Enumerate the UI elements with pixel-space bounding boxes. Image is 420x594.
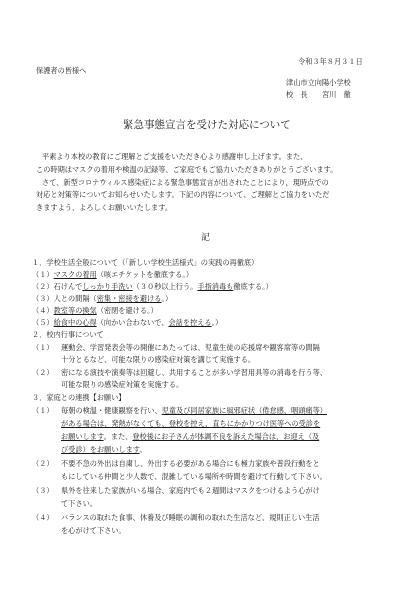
emphasis-text: 教室等の換気: [53, 306, 97, 315]
page-title: 緊急事態宣言を受けた対応について: [123, 119, 291, 131]
item-number: （１）: [32, 270, 54, 279]
item-text: 。）: [161, 294, 173, 303]
item-text: 。: [139, 445, 147, 454]
item-text: [61, 445, 147, 454]
intro-line: 平素より本校の教育にご理解とご支援をいただき心より感謝申し上げます。また、: [42, 152, 308, 161]
item-number: （４）: [32, 306, 54, 315]
item-number: （１）: [32, 406, 54, 415]
item-text: 徹底する。）: [233, 282, 273, 291]
item-text: て下さい。: [61, 499, 97, 508]
intro-line: さて、新型コロナウィルス感染症による緊急事態宣言が出されたことにより，現時点での: [42, 178, 329, 187]
list-item: [32, 294, 172, 303]
item-text: もにしている仲間と少人数で、混雑している場所や時間を避けて行動して下さい。: [61, 472, 327, 481]
item-number: （３）: [32, 486, 54, 495]
intro-line: きますよう、よろしくお願いいたします。: [36, 203, 172, 212]
intro-line: 対応と対策等についてお知らせいたします。下記の内容について、ご理解とご協力をいただ: [36, 190, 330, 199]
item-text: 人との間隔（: [53, 294, 97, 303]
section-heading: ２．校内行事について: [32, 330, 104, 339]
emphasis-text: 登校後にお子さんが体調不良を訴えた場合は，お迎え（及: [132, 432, 320, 441]
emphasis-text: 密集・密接を避ける: [96, 294, 162, 303]
item-text: 。）: [211, 318, 223, 327]
item-text: （向かい合わないで、: [96, 318, 169, 327]
item-text: 不要不急の外出は自粛し、外出する必要がある場合にも極力家族や普段行動をと: [61, 459, 320, 468]
emphasis-text: お願いします: [61, 432, 104, 441]
item-text: 。また、: [103, 432, 133, 441]
item-number: （３）: [32, 294, 54, 303]
item-text: 県外を往来した家族がいる場合、家庭内でも２週間はマスクをつけるよう心がけ: [61, 486, 320, 495]
item-text: [61, 419, 320, 428]
list-item: [32, 306, 158, 315]
list-item: [32, 318, 222, 327]
emphasis-text: しっかり手洗い: [82, 282, 133, 291]
item-text: 石けんで: [53, 282, 83, 291]
section-heading: １．学校生活全般について（「新しい学校生活様式」の実践の再徹底）: [32, 258, 259, 267]
document-date: 令和３年８月３１日: [298, 57, 363, 66]
item-number: （２）: [32, 368, 54, 377]
item-number: （１）: [32, 343, 54, 352]
item-text: （咳エチケットを徹底する。）: [96, 270, 194, 279]
emphasis-text: がある場合は、発熱がなくても、登校を控え，直ちにかかりつけ医等への受診を: [61, 419, 321, 428]
emphasis-text: マスクの着用: [53, 270, 97, 279]
item-text: 運動会、学習発表会等の開催にあたっては、児童生徒の応援席や観客席等の間隔: [61, 343, 320, 352]
emphasis-text: び受診）をお願いします: [61, 445, 140, 454]
list-item: [32, 282, 273, 291]
item-text: 密になる演技や演奏等は回避し、共用することが多い学習用具等の消毒を行う等、: [61, 368, 327, 377]
item-number: （２）: [32, 459, 54, 468]
emphasis-text: 給食中の心得: [53, 318, 97, 327]
item-text: [61, 432, 319, 441]
item-text: を心がけて下さい。: [61, 526, 126, 535]
item-text: 毎朝の検温・健康観察を行い、: [61, 406, 162, 415]
item-number: （２）: [32, 282, 54, 291]
item-number: （５）: [32, 318, 54, 327]
principal-name: 校 長 宮川 徹: [286, 90, 351, 99]
item-text: （密閉を避ける。）: [96, 306, 158, 315]
ki-marker: 記: [201, 233, 211, 243]
item-text: バランスの取れた食事、休養及び睡眠の調和の取れた生活など、規則正しい生活: [61, 513, 320, 522]
item-text: [61, 406, 327, 415]
intro-line: この時期はマスクの着用や検温の記録等、ご家庭でもご協力いただきありがとうございます。: [36, 165, 338, 174]
list-item: [32, 270, 193, 279]
item-text: 十分とるなど、可能な限りの感染症対策を講じて実施する。: [61, 355, 256, 364]
emphasis-text: 児童及び同居家族に風邪症状（倦怠感、咽頭痛等）: [161, 406, 327, 415]
item-number: （４）: [32, 513, 54, 522]
section-heading: ３．家庭との連携【お願い】: [32, 393, 126, 402]
emphasis-text: 会話を控える: [168, 318, 212, 327]
school-name: 津山市立向陽小学校: [286, 78, 351, 87]
item-text: （３０秒以上行う。: [132, 282, 198, 291]
emphasis-text: 手指消毒も: [197, 282, 234, 291]
recipient-line: 保護者の皆様へ: [36, 66, 87, 75]
item-text: 可能な限りの感染症対策を実施する。: [61, 380, 184, 389]
